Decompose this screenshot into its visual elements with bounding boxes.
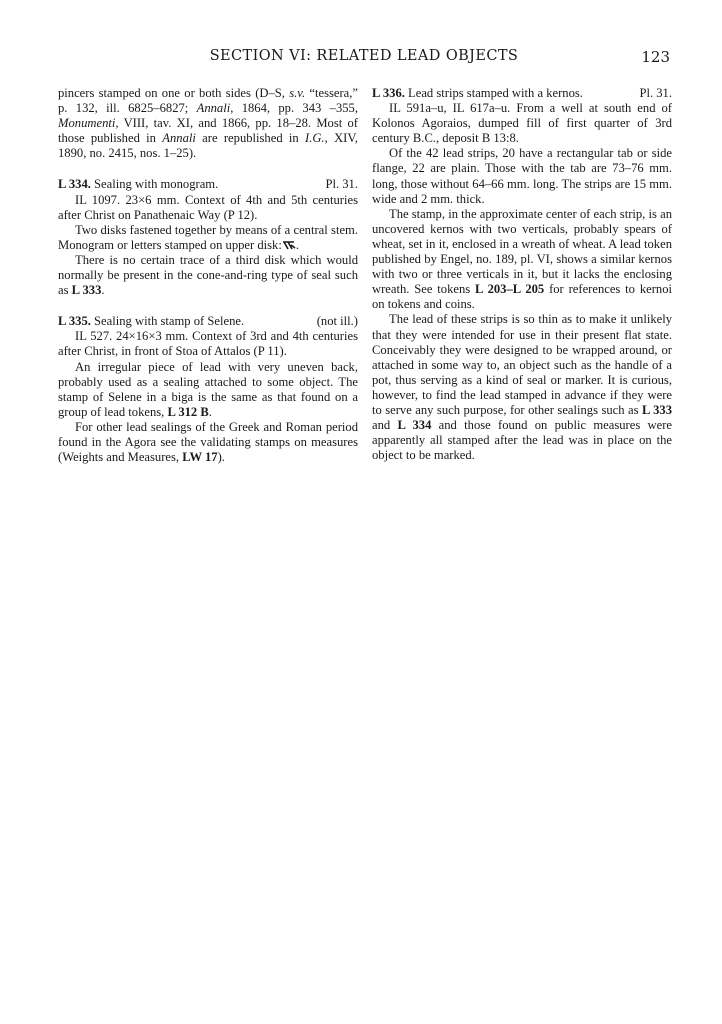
- cross-reference: L 333: [641, 402, 672, 417]
- plate-reference: Pl. 31.: [639, 86, 672, 100]
- entry-title: Lead strips stamped with a kernos.: [404, 86, 583, 100]
- entry-paragraph: The lead of these strips is so thin as to make it unlikely that they were intended for use in their present flat state. Conceivably they were designed to be wrapped around, or attached in some way to, an object such as the handle of a pot, thus serving as a kind of seal or marker. It is curious, however, to find the lead stamped in advance if they were to serve any such purpose, for other sealings such as L 333 and L 334 and those found on public measures were apparently all stamped after the lead was in place on the object to be marked.: [372, 312, 672, 463]
- page-number: 123: [641, 48, 670, 66]
- plate-reference: (not ill.): [316, 314, 358, 329]
- entry-heading-l335: [58, 314, 358, 329]
- entry-paragraph: An irregular piece of lead with very uneven back, probably used as a sealing attached to some object. The stamp of Selene in a biga is the same as that found on a group of lead tokens, L 312 B.: [58, 359, 358, 419]
- cross-reference: LW 17: [182, 450, 218, 465]
- entry-paragraph: There is no certain trace of a third disk which would normally be present in the cone-and-ring type of seal such as L 333.: [58, 252, 358, 298]
- cross-reference: L 334: [397, 418, 432, 433]
- entry-number: L 336.: [372, 86, 405, 100]
- section-title: SECTION VI: RELATED LEAD OBJECTS: [209, 48, 519, 64]
- entry-paragraph: The stamp, in the approximate center of each strip, is an uncovered kernos with two verticals, probably spears of wheat, set in it, enclosed in a wreath of wheat. A lead token published by Engel, no. 189, pl. VI, shows a similar kernos with two or three verticals in it, but it lacks the enclosing wreath. See tokens L 203–L 205 for references to kernoi on tokens and coins.: [372, 206, 672, 312]
- right-column: [372, 86, 672, 463]
- entry-paragraph: For other lead sealings of the Greek and Roman period found in the Agora see the validating stamps on measures (Weights and Measures, LW 17).: [58, 419, 358, 465]
- intro-paragraph: pincers stamped on one or both sides (D–S, s.v. “tessera,” p. 132, ill. 6825–6827; Annali, 1864, pp. 343 –355, Monumenti, VIII, tav. XI, and 1866, pp. 18–28. Most of those published in Annali are republished in I.G., XIV, 1890, no. 2415, nos. 1–25).: [58, 86, 358, 161]
- monogram-icon: [282, 240, 296, 250]
- entry-title: Sealing with stamp of Selene.: [90, 314, 245, 329]
- entry-paragraph: Two disks fastened together by means of a central stem. Monogram or letters stamped on upper disk: .: [58, 222, 358, 252]
- entry-paragraph: IL 1097. 23×6 mm. Context of 4th and 5th centuries after Christ on Panathenaic Way (P 12).: [58, 192, 358, 222]
- entry-heading-l334: [58, 177, 358, 192]
- entry-title: Sealing with monogram.: [90, 177, 219, 192]
- entry-paragraph: IL 591a–u, IL 617a–u. From a well at south end of Kolonos Agoraios, dumped fill of first quarter of 3rd century B.C., deposit B 13:8.: [372, 101, 672, 146]
- running-header: [58, 48, 670, 70]
- entry-number: L 334.: [58, 177, 91, 192]
- cross-reference: L 333: [71, 283, 102, 298]
- cross-reference: L 312 B: [167, 404, 209, 419]
- entry-paragraph: Of the 42 lead strips, 20 have a rectangular tab or side flange, 22 are plain. Those with the tab are 73–76 mm. long, those without 64–66 mm. long. The strips are 15 mm. wide and 2 mm. thick.: [372, 146, 672, 206]
- entry-number: L 335.: [58, 314, 91, 329]
- entry-paragraph: IL 527. 24×16×3 mm. Context of 3rd and 4th centuries after Christ, in front of Stoa of Attalos (P 11).: [58, 329, 358, 359]
- cross-reference: L 203–L 205: [475, 282, 545, 297]
- plate-reference: Pl. 31.: [325, 177, 358, 192]
- entry-heading-l336: [372, 86, 672, 101]
- left-column: [58, 86, 358, 465]
